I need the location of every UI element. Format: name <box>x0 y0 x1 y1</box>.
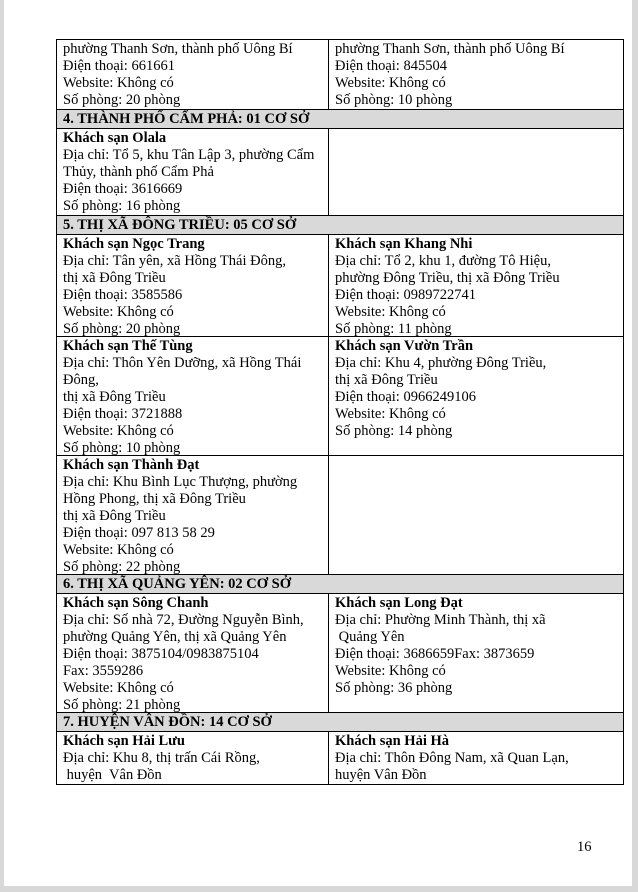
hotel-detail: Số phòng: 10 phòng <box>63 440 181 455</box>
rooms-line: Số phòng: 20 phòng <box>63 92 181 108</box>
table-row <box>57 456 624 575</box>
hotel-detail: Điện thoại: 3585586 <box>63 287 183 303</box>
table-row <box>57 235 624 337</box>
hotel-detail: Website: Không có <box>335 406 446 422</box>
hotel-detail: Website: Không có <box>63 304 174 320</box>
hotel-detail: huyện Vân Đồn <box>63 767 162 783</box>
hotel-name: Khách sạn Hải Lưu <box>63 733 185 749</box>
address-line: phường Thanh Sơn, thành phố Uông Bí <box>63 41 293 57</box>
hotel-name: Khách sạn Sông Chanh <box>63 595 209 611</box>
hotel-cell <box>329 594 624 713</box>
hotel-detail: Địa chỉ: Khu 8, thị trấn Cái Rồng, <box>63 750 260 766</box>
hotel-cell <box>57 594 329 713</box>
hotel-name: Khách sạn Long Đạt <box>335 595 463 611</box>
hotel-detail: Website: Không có <box>63 542 174 558</box>
hotel-detail: Số phòng: 36 phòng <box>335 680 453 696</box>
section-header-row <box>57 216 624 235</box>
hotel-detail: Số phòng: 16 phòng <box>63 198 181 214</box>
hotel-name: Khách sạn Thành Đạt <box>63 457 200 473</box>
hotel-detail: Địa chỉ: Khu 4, phường Đông Triều, <box>335 355 547 371</box>
hotel-detail: Điện thoại: 097 813 58 29 <box>63 525 215 541</box>
section-header-row <box>57 110 624 129</box>
hotel-name: Khách sạn Thế Tùng <box>63 338 193 354</box>
page-number: 16 <box>577 839 592 855</box>
hotel-detail: Thủy, thành phố Cẩm Phả <box>63 164 214 180</box>
hotel-name: Khách sạn Hải Hà <box>335 733 450 749</box>
hotel-detail: Địa chỉ: Khu Bình Lục Thượng, phường <box>63 474 298 490</box>
hotel-detail: Quảng Yên <box>335 629 405 645</box>
hotel-detail: Điện thoại: 0989722741 <box>335 287 476 303</box>
website-line: Website: Không có <box>63 75 174 91</box>
hotel-detail: Số phòng: 21 phòng <box>63 697 181 712</box>
hotel-cell <box>329 40 624 110</box>
hotel-detail: Điện thoại: 3721888 <box>63 406 183 422</box>
section-title: 5. THỊ XÃ ĐÔNG TRIỀU: 05 CƠ SỞ <box>57 216 624 235</box>
hotel-detail: thị xã Đông Triều <box>63 270 166 286</box>
hotel-detail: Hồng Phong, thị xã Đông Triều <box>63 491 246 507</box>
hotel-detail: Địa chỉ: Tổ 2, khu 1, đường Tô Hiệu, <box>335 253 551 269</box>
hotel-detail: Đông, <box>63 372 99 388</box>
hotel-detail: Website: Không có <box>63 423 174 439</box>
hotel-detail: Website: Không có <box>335 304 446 320</box>
hotel-detail: Website: Không có <box>63 680 174 696</box>
hotel-cell <box>329 337 624 456</box>
hotel-detail: huyện Vân Đồn <box>335 767 427 783</box>
hotel-cell <box>57 129 329 216</box>
phone-line: Điện thoại: 845504 <box>335 58 447 74</box>
hotel-detail: phường Đông Triều, thị xã Đông Triều <box>335 270 560 286</box>
section-title: 6. THỊ XÃ QUẢNG YÊN: 02 CƠ SỞ <box>57 575 624 594</box>
hotel-cell <box>329 732 624 785</box>
hotel-detail: Địa chỉ: Số nhà 72, Đường Nguyễn Bình, <box>63 612 304 628</box>
section-title: 7. HUYỆN VÂN ĐỒN: 14 CƠ SỞ <box>57 713 624 732</box>
hotel-name: Khách sạn Khang Nhi <box>335 236 473 252</box>
hotel-detail: Số phòng: 11 phòng <box>335 321 452 336</box>
hotel-cell <box>57 235 329 337</box>
empty-cell <box>329 129 624 216</box>
table-row <box>57 40 624 110</box>
hotel-detail: Điện thoại: 3875104/0983875104 <box>63 646 259 662</box>
hotel-detail: thị xã Đông Triều <box>63 508 166 524</box>
phone-line: Điện thoại: 661661 <box>63 58 175 74</box>
page-edge-bottom <box>0 886 638 892</box>
hotel-detail: Địa chỉ: Thôn Đông Nam, xã Quan Lạn, <box>335 750 569 766</box>
table-row <box>57 732 624 785</box>
hotel-cell <box>57 732 329 785</box>
hotel-detail: Điện thoại: 3616669 <box>63 181 183 197</box>
section-title: 4. THÀNH PHỐ CẨM PHẢ: 01 CƠ SỞ <box>57 110 624 129</box>
rooms-line: Số phòng: 10 phòng <box>335 92 453 108</box>
hotel-detail: Số phòng: 20 phòng <box>63 321 181 336</box>
table-row <box>57 129 624 216</box>
hotel-detail: thị xã Đông Triều <box>63 389 166 405</box>
hotel-detail: Số phòng: 14 phòng <box>335 423 453 439</box>
address-line: phường Thanh Sơn, thành phố Uông Bí <box>335 41 565 57</box>
hotel-cell <box>57 40 329 110</box>
empty-cell <box>329 456 624 575</box>
table-row <box>57 337 624 456</box>
hotel-detail: Địa chỉ: Tân yên, xã Hồng Thái Đông, <box>63 253 286 269</box>
hotel-detail: thị xã Đông Triều <box>335 372 438 388</box>
hotel-detail: Điện thoại: 0966249106 <box>335 389 476 405</box>
hotel-detail: Địa chỉ: Tổ 5, khu Tân Lập 3, phường Cẩm <box>63 147 315 163</box>
page-edge-right <box>632 0 638 892</box>
table-row <box>57 594 624 713</box>
hotel-detail: Số phòng: 22 phòng <box>63 559 181 574</box>
hotel-cell <box>57 456 329 575</box>
hotel-cell <box>57 337 329 456</box>
section-header-row <box>57 575 624 594</box>
hotel-detail: Địa chỉ: Phường Minh Thành, thị xã <box>335 612 546 628</box>
hotel-name: Khách sạn Ngọc Trang <box>63 236 205 252</box>
hotel-table <box>56 39 624 785</box>
hotel-name: Khách sạn Olala <box>63 130 167 146</box>
hotel-detail: Website: Không có <box>335 663 446 679</box>
website-line: Website: Không có <box>335 75 446 91</box>
hotel-detail: phường Quảng Yên, thị xã Quảng Yên <box>63 629 287 645</box>
section-header-row <box>57 713 624 732</box>
page-edge-left <box>0 0 4 892</box>
hotel-cell <box>329 235 624 337</box>
hotel-name: Khách sạn Vườn Trần <box>335 338 474 354</box>
hotel-detail: Fax: 3559286 <box>63 663 144 679</box>
hotel-detail: Địa chỉ: Thôn Yên Dưỡng, xã Hồng Thái <box>63 355 302 371</box>
hotel-detail: Điện thoại: 3686659Fax: 3873659 <box>335 646 535 662</box>
